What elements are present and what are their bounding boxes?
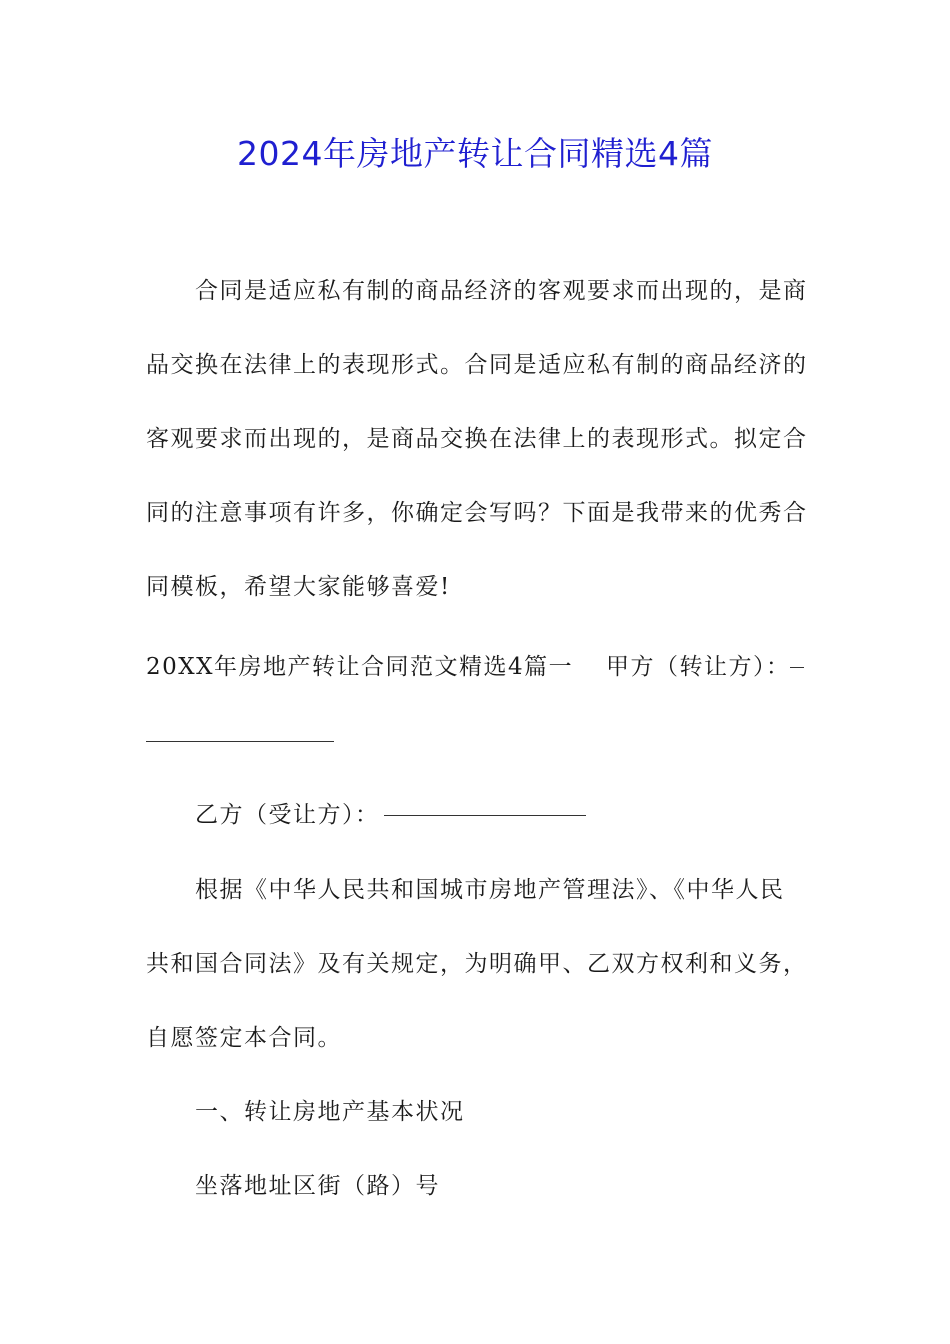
party-a-blank: [146, 722, 334, 748]
intro-line-4: 同的注意事项有许多，你确定会写吗？下面是我带来的优秀合: [146, 500, 808, 526]
party-a-label: 甲方（转让方）：: [606, 654, 791, 680]
clause-1-heading: 一、转让房地产基本状况: [195, 1099, 465, 1125]
party-a-blank-start: [790, 648, 804, 674]
party-b-label: 乙方（受让方）：: [195, 802, 380, 828]
address-line: 坐落地址区街（路）号: [195, 1173, 440, 1199]
section-heading: 20XX年房地产转让合同范文精选4篇一: [146, 654, 574, 680]
intro-line-1: 合同是适应私有制的商品经济的客观要求而出现的，是商: [195, 278, 808, 304]
basis-line-3: 自愿签定本合同。: [146, 1025, 342, 1051]
intro-line-3: 客观要求而出现的，是商品交换在法律上的表现形式。拟定合: [146, 426, 808, 452]
document-title: 2024年房地产转让合同精选4篇: [237, 134, 713, 173]
intro-line-2: 品交换在法律上的表现形式。合同是适应私有制的商品经济的: [146, 352, 808, 378]
basis-line-2: 共和国合同法》及有关规定，为明确甲、乙双方权利和义务，: [146, 951, 808, 977]
intro-line-5: 同模板，希望大家能够喜爱!: [146, 574, 451, 600]
basis-line-1: 根据《中华人民共和国城市房地产管理法》、《中华人民: [195, 877, 785, 903]
party-b-blank: [384, 796, 586, 822]
